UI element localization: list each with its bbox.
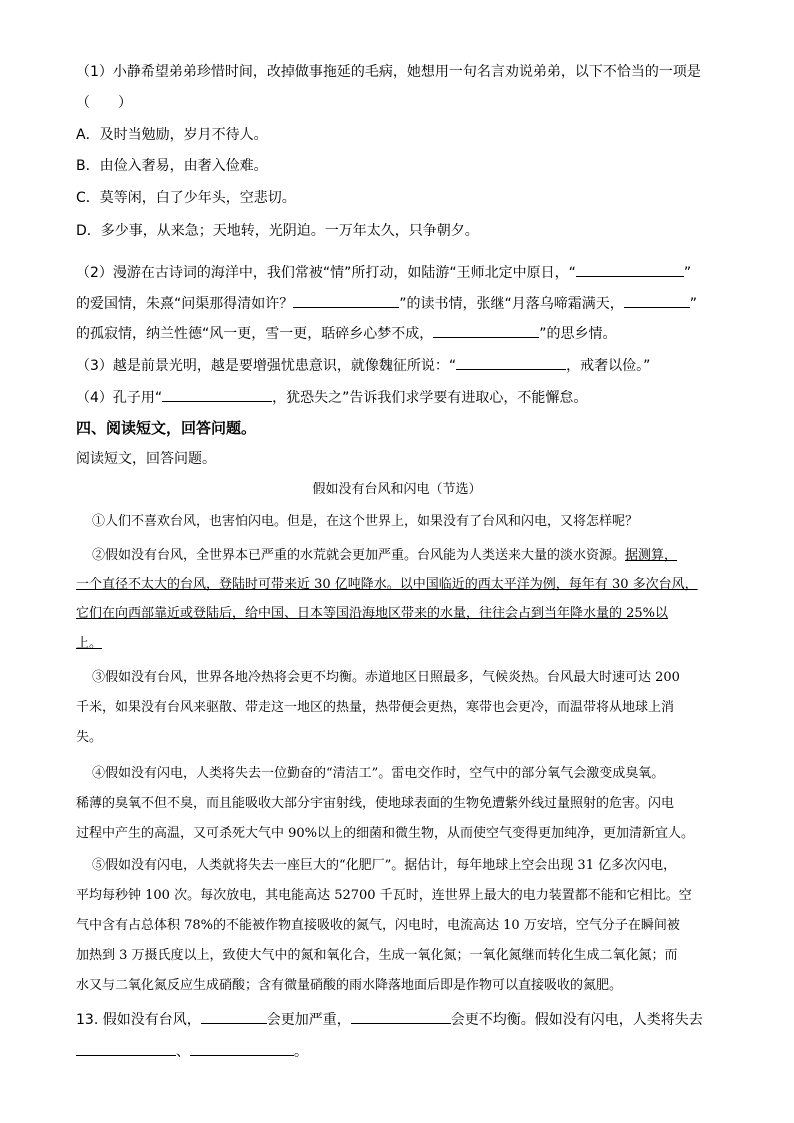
q4-line	[76, 387, 587, 408]
paragraph-text: 加热到 3 万摄氏度以上，致使大气中的氮和氧化合，生成一氧化氮；一氧化氮继而转化生成二氧化氮；而	[76, 948, 678, 963]
passage-paragraph-5-line-1	[92, 856, 676, 876]
q13-blank-4[interactable]	[190, 1041, 294, 1056]
q4-text: （4）孔子用“	[76, 390, 163, 406]
q13-text: 、	[176, 1044, 190, 1060]
q2-blank-1[interactable]	[576, 262, 684, 277]
paragraph-text: 千米，如果没有台风来驱散、带走这一地区的热量，热带便会更热，寒带也会更冷，而温带将从地球上消	[76, 700, 675, 715]
q2-blank-4[interactable]	[433, 323, 539, 338]
passage-paragraph-2-line-2	[76, 575, 698, 595]
q2-blank-2[interactable]	[293, 293, 399, 308]
paragraph-text: 稀薄的臭氧不但不臭，而且能吸收大部分宇宙射线，使地球表面的生物免遭紫外线过量照射的危害。闪电	[76, 796, 675, 811]
option-d-text: D．多少事，从来急；天地转，光阴迫。一万年太久，只争朝夕。	[76, 223, 479, 239]
section-intro	[76, 449, 216, 469]
q2-line-1	[76, 262, 691, 283]
paragraph-text: 失。	[76, 730, 103, 745]
q13-blank-2[interactable]	[351, 1009, 451, 1024]
paragraph-text: ④假如没有闪电，人类将失去一位勤奋的“清洁工”。雷电交作时，空气中的部分氧气会激变成臭氧。	[92, 766, 665, 781]
q2-blank-3[interactable]	[624, 293, 690, 308]
paragraph-text: 气中含有占总体积 78%的不能被作物直接吸收的氮气，闪电时，电流高达 10 万安培，空气分子在瞬间被	[76, 918, 680, 933]
q4-blank[interactable]	[162, 387, 272, 402]
q13-blank-3[interactable]	[76, 1041, 176, 1056]
q4-text: ，犹恐失之”告诉我们求学要有进取心，不能懈怠。	[272, 390, 588, 406]
q1-stem-text: （1）小静希望弟弟珍惜时间，改掉做事拖延的毛病，她想用一句名言劝说弟弟，以下不恰当的一项是	[76, 64, 701, 80]
q2-text: 的孤寂情，纳兰性德“风一更，雪一更，聒碎乡心梦不成，	[76, 326, 434, 342]
q1-option-a	[76, 125, 268, 145]
underlined-text: 它们在向西部靠近或登陆后，给中国、日本等国沿海地区带来的水量，往往会占到当年降水量的 25%以	[76, 606, 669, 621]
q1-paren-text: （ ）	[76, 95, 132, 111]
q2-text: ”的思乡情。	[539, 326, 617, 342]
section-heading-text: 四、阅读短文，回答问题。	[76, 419, 257, 437]
q13-blank-1[interactable]	[201, 1009, 267, 1024]
q3-line	[76, 355, 650, 376]
underlined-text: 一个直径不太大的台风，登陆时可带来近 30 亿吨降水。以中国临近的西太平洋为例，每年有 30 多次台风，	[76, 577, 698, 592]
q2-line-2	[76, 293, 697, 314]
q13-text: 13. 假如没有台风，	[76, 1012, 201, 1028]
q13-text: 会更不均衡。假如没有闪电，人类将失去	[450, 1012, 703, 1028]
paragraph-text: ①人们不喜欢台风，也害怕闪电。但是，在这个世界上，如果没有了台风和闪电，又将怎样呢？	[92, 514, 639, 529]
passage-title: 假如没有台风和闪电（节选）	[312, 482, 482, 497]
q3-text: （3）越是前景光明，越是要增强忧患意识，就像魏征所说：“	[76, 358, 457, 374]
q13-line-2	[76, 1041, 308, 1062]
q2-line-3	[76, 323, 617, 344]
passage-paragraph-4-line-1	[92, 764, 664, 784]
q1-option-b	[76, 156, 268, 176]
q2-text: ”	[683, 265, 692, 281]
q13-line-1	[76, 1009, 703, 1030]
paragraph-text: ⑤假如没有闪电，人类就将失去一座巨大的“化肥厂”。据估计，每年地球上空会出现 31 亿多次闪电，	[92, 858, 677, 873]
passage-paragraph-1	[92, 512, 638, 532]
q1-option-d	[76, 221, 479, 241]
option-a-text: A．及时当勉励，岁月不待人。	[76, 127, 268, 143]
passage-paragraph-5-line-4	[76, 946, 678, 966]
section-heading	[76, 418, 256, 438]
option-b-text: B．由俭入奢易，由奢入俭难。	[76, 158, 268, 174]
passage-paragraph-3-line-3	[76, 728, 102, 748]
passage-paragraph-2-line-4	[76, 634, 102, 654]
paragraph-text: ②假如没有台风，全世界本已严重的水荒就会更加严重。台风能为人类送来大量的淡水资源。	[92, 548, 626, 563]
q2-text: （2）漫游在古诗词的海洋中，我们常被“情”所打动，如陆游“王师北定中原日，“	[76, 265, 576, 281]
underlined-text: 据测算，	[625, 548, 678, 563]
paragraph-text: ③假如没有台风，世界各地冷热将会更不均衡。赤道地区日照最多，气候炎热。台风最大时速可达 200	[92, 670, 680, 685]
q3-blank[interactable]	[456, 355, 566, 370]
paragraph-text: 水又与二氧化氮反应生成硝酸；含有微量硝酸的雨水降落地面后即是作物可以直接吸收的氮肥。	[76, 978, 623, 993]
passage-paragraph-5-line-5	[76, 976, 622, 996]
q2-text: 的爱国情，朱熹“问渠那得清如许？	[76, 296, 294, 312]
q2-text: ”	[689, 296, 698, 312]
q1-answer-paren	[76, 93, 132, 113]
q1-stem	[76, 62, 701, 82]
q1-option-c	[76, 188, 296, 208]
passage-paragraph-5-line-3	[76, 916, 680, 936]
paragraph-text: 平均每秒钟 100 次。每次放电，其电能高达 52700 千瓦时，连世界上最大的电力装置都不能和它相比。空	[76, 888, 692, 903]
passage-paragraph-2-line-1	[92, 546, 677, 566]
option-c-text: C．莫等闲，白了少年头，空悲切。	[76, 190, 296, 206]
q2-text: ”的读书情，张继“月落乌啼霜满天，	[399, 296, 624, 312]
passage-paragraph-3-line-2	[76, 698, 674, 718]
passage-paragraph-2-line-3	[76, 604, 668, 624]
passage-paragraph-5-line-2	[76, 886, 692, 906]
section-intro-text: 阅读短文，回答问题。	[76, 451, 216, 467]
passage-paragraph-3-line-1	[92, 668, 680, 688]
q13-text: 会更加严重，	[266, 1012, 351, 1028]
passage-paragraph-4-line-3	[76, 824, 694, 844]
q3-text: ，戒奢以俭。”	[566, 358, 651, 374]
underlined-text: 上。	[76, 636, 103, 651]
paragraph-text: 过程中产生的高温，又可杀死大气中 90%以上的细菌和微生物，从而使空气变得更加纯净，更加清新宜人。	[76, 826, 695, 841]
q13-text: 。	[294, 1044, 308, 1060]
passage-paragraph-4-line-2	[76, 794, 674, 814]
